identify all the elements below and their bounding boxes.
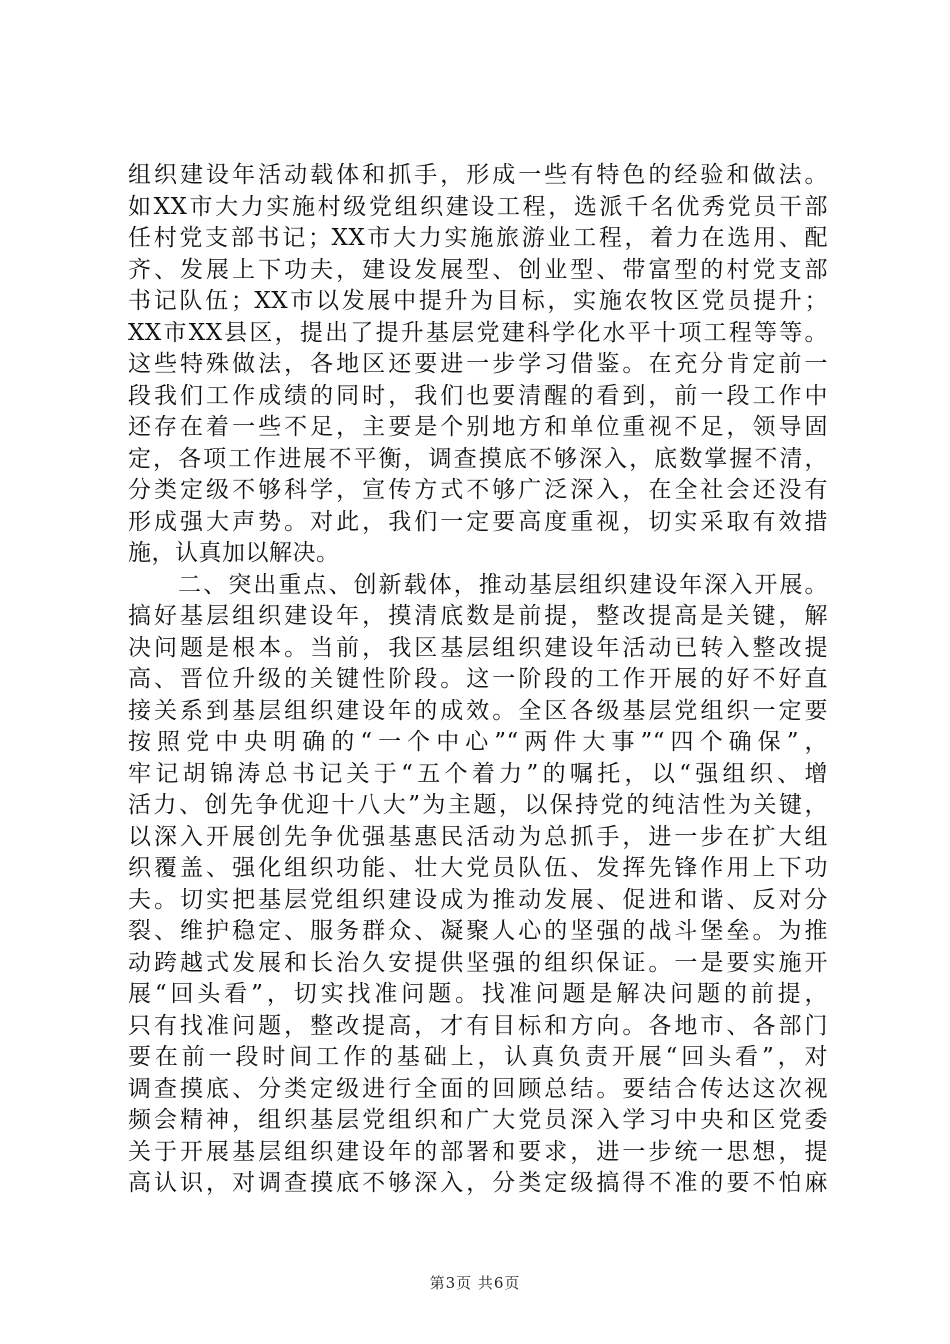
text-line: 高认识，对调查摸底不够深入，分类定级搞得不准的要不怕麻 — [128, 1170, 828, 1196]
text-line: 任村党支部书记；XX市大力实施旅游业工程，着力在选用、配 — [128, 225, 828, 251]
text-line: 只有找准问题，整改提高，才有目标和方向。各地市、各部门 — [128, 1012, 828, 1039]
text-line: 动跨越式发展和长治久安提供坚强的组织保证。一是要实施开 — [128, 949, 828, 976]
text-line: 以深入开展创先争优强基惠民活动为总抓手，进一步在扩大组 — [128, 823, 828, 850]
text-line: 搞好基层组织建设年，摸清底数是前提，整改提高是关键，解 — [128, 603, 828, 629]
text-line: 如XX市大力实施村级党组织建设工程，选派千名优秀党员干部 — [128, 193, 828, 220]
text-line: 活力、创先争优迎十八大”为主题，以保持党的纯洁性为关键， — [128, 792, 828, 818]
text-line: 调查摸底、分类定级进行全面的回顾总结。要结合传达这次视 — [128, 1075, 828, 1102]
text-line: 频会精神，组织基层党组织和广大党员深入学习中央和区党委 — [128, 1107, 828, 1133]
text-line: 牢记胡锦涛总书记关于“五个着力”的嘱托，以“强组织、增 — [128, 760, 828, 787]
text-line: 高、晋位升级的关键性阶段。这一阶段的工作开展的好不好直 — [128, 666, 828, 692]
text-line: 夫。切实把基层党组织建设成为推动发展、促进和谐、反对分 — [128, 886, 828, 913]
text-line: 还存在着一些不足，主要是个别地方和单位重视不足，领导固 — [128, 414, 828, 440]
text-line: 要在前一段时间工作的基础上，认真负责开展“回头看”，对 — [128, 1044, 828, 1070]
text-line: 展“回头看”，切实找准问题。找准问题是解决问题的前提， — [128, 981, 828, 1007]
text-line: 按照党中央明确的“一个中心”“两件大事”“四个确保”， — [128, 729, 828, 755]
text-line: 段我们工作成绩的同时，我们也要清醒的看到，前一段工作中 — [128, 382, 828, 409]
text-line: 齐、发展上下功夫，建设发展型、创业型、带富型的村党支部 — [128, 256, 828, 283]
text-line: XX市XX县区，提出了提升基层党建科学化水平十项工程等等。 — [128, 319, 828, 346]
text-line: 裂、维护稳定、服务群众、凝聚人心的坚强的战斗堡垒。为推 — [128, 918, 828, 944]
text-line: 决问题是根本。当前，我区基层组织建设年活动已转入整改提 — [128, 634, 828, 661]
text-line: 施，认真加以解决。 — [128, 540, 340, 566]
page-number: 第3页 共6页 — [429, 1274, 521, 1292]
text-line: 关于开展基层组织建设年的部署和要求，进一步统一思想，提 — [128, 1138, 828, 1165]
text-line: 接关系到基层组织建设年的成效。全区各级基层党组织一定要 — [128, 697, 828, 724]
text-line: 书记队伍；XX市以发展中提升为目标，实施农牧区党员提升； — [128, 288, 828, 314]
text-line: 织覆盖、强化组织功能、壮大党员队伍、发挥先锋作用上下功 — [128, 855, 828, 881]
text-line: 形成强大声势。对此，我们一定要高度重视，切实采取有效措 — [128, 508, 828, 535]
body-text — [128, 160, 828, 1200]
text-line: 分类定级不够科学，宣传方式不够广泛深入，在全社会还没有 — [128, 477, 828, 503]
text-line: 定，各项工作进展不平衡，调查摸底不够深入，底数掌握不清， — [128, 445, 828, 472]
text-line: 这些特殊做法，各地区还要进一步学习借鉴。在充分肯定前一 — [128, 351, 828, 377]
text-line: 二、突出重点、创新载体，推动基层组织建设年深入开展。 — [128, 571, 828, 598]
text-line: 组织建设年活动载体和抓手，形成一些有特色的经验和做法。 — [128, 162, 828, 188]
